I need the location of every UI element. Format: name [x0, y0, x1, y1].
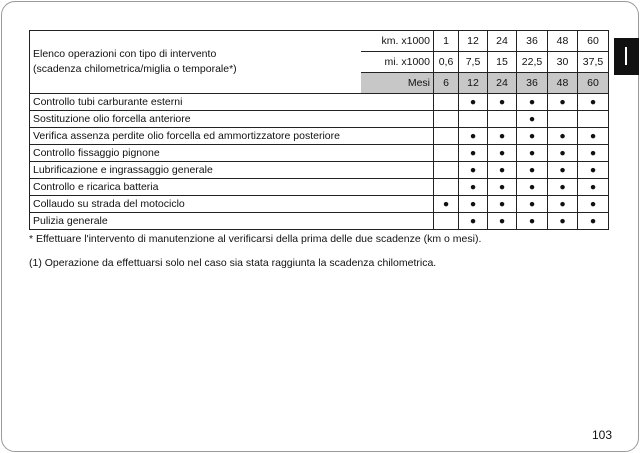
operation-label: Controllo e ricarica batteria	[30, 179, 434, 196]
header-title-line2: (scadenza chilometrica/miglia o temporale*)	[33, 63, 237, 75]
interval-mark: ●	[517, 94, 548, 111]
interval-mark: ●	[459, 196, 488, 213]
operation-label: Collaudo su strada del motociclo	[30, 196, 434, 213]
interval-mark: ●	[578, 145, 609, 162]
interval-mark: ●	[517, 128, 548, 145]
unit-label-mi: mi. x1000	[361, 52, 434, 73]
interval-mark: ●	[517, 111, 548, 128]
interval-mark: ●	[459, 162, 488, 179]
interval-mark	[434, 111, 459, 128]
interval-mark	[434, 145, 459, 162]
header-row-km	[30, 31, 609, 52]
km-value: 48	[548, 31, 578, 52]
interval-mark: ●	[488, 145, 517, 162]
interval-mark: ●	[578, 162, 609, 179]
interval-mark: ●	[517, 162, 548, 179]
months-value: 36	[517, 73, 548, 94]
interval-mark: ●	[578, 213, 609, 230]
interval-mark	[434, 162, 459, 179]
interval-mark: ●	[488, 128, 517, 145]
interval-mark	[459, 111, 488, 128]
interval-mark: ●	[517, 145, 548, 162]
interval-mark: ●	[459, 128, 488, 145]
months-value: 48	[548, 73, 578, 94]
km-value: 1	[434, 31, 459, 52]
table-row	[30, 111, 609, 128]
interval-mark	[434, 128, 459, 145]
km-value: 36	[517, 31, 548, 52]
interval-mark: ●	[488, 196, 517, 213]
table-row	[30, 162, 609, 179]
months-value: 6	[434, 73, 459, 94]
km-value: 12	[459, 31, 488, 52]
interval-mark: ●	[548, 128, 578, 145]
maintenance-schedule-table	[29, 30, 609, 230]
km-value: 60	[578, 31, 609, 52]
interval-mark: ●	[578, 179, 609, 196]
interval-mark: ●	[548, 196, 578, 213]
operation-label: Controllo tubi carburante esterni	[30, 94, 434, 111]
mi-value: 22,5	[517, 52, 548, 73]
section-tab-marker	[614, 38, 639, 75]
interval-mark: ●	[548, 179, 578, 196]
table-row	[30, 94, 609, 111]
interval-mark	[434, 179, 459, 196]
interval-mark: ●	[578, 196, 609, 213]
operation-label: Lubrificazione e ingrassaggio generale	[30, 162, 434, 179]
interval-mark: ●	[517, 179, 548, 196]
interval-mark	[578, 111, 609, 128]
interval-mark: ●	[578, 94, 609, 111]
interval-mark: ●	[548, 145, 578, 162]
months-value: 12	[459, 73, 488, 94]
unit-label-km: km. x1000	[361, 31, 434, 52]
asterisk-note: * Effettuare l'intervento di manutenzione al verificarsi della prima delle due scadenze (km o mesi).	[29, 233, 482, 245]
interval-mark: ●	[517, 196, 548, 213]
months-value: 24	[488, 73, 517, 94]
table-row	[30, 145, 609, 162]
interval-mark: ●	[548, 94, 578, 111]
interval-mark	[548, 111, 578, 128]
operation-label: Verifica assenza perdite olio forcella ed ammortizzatore posteriore	[30, 128, 434, 145]
mi-value: 30	[548, 52, 578, 73]
header-title-line1: Elenco operazioni con tipo di intervento	[33, 48, 217, 60]
interval-mark: ●	[578, 128, 609, 145]
interval-mark: ●	[517, 213, 548, 230]
unit-label-months: Mesi	[361, 73, 434, 94]
table-row	[30, 196, 609, 213]
interval-mark: ●	[548, 213, 578, 230]
mi-value: 37,5	[578, 52, 609, 73]
table-row	[30, 213, 609, 230]
header-title-cell	[30, 31, 361, 94]
months-value: 60	[578, 73, 609, 94]
page-number: 103	[591, 428, 612, 442]
interval-mark: ●	[459, 145, 488, 162]
interval-mark: ●	[434, 196, 459, 213]
footnote-1: (1) Operazione da effettuarsi solo nel caso sia stata raggiunta la scadenza chilometrica.	[29, 257, 437, 269]
interval-mark: ●	[459, 213, 488, 230]
interval-mark: ●	[488, 213, 517, 230]
mi-value: 0,6	[434, 52, 459, 73]
interval-mark: ●	[488, 162, 517, 179]
interval-mark	[434, 213, 459, 230]
operation-label: Pulizia generale	[30, 213, 434, 230]
interval-mark: ●	[488, 94, 517, 111]
interval-mark	[434, 94, 459, 111]
interval-mark: ●	[459, 179, 488, 196]
operation-label: Sostituzione olio forcella anteriore	[30, 111, 434, 128]
mi-value: 15	[488, 52, 517, 73]
operation-label: Controllo fissaggio pignone	[30, 145, 434, 162]
interval-mark: ●	[459, 94, 488, 111]
table-row	[30, 179, 609, 196]
mi-value: 7,5	[459, 52, 488, 73]
interval-mark	[488, 111, 517, 128]
interval-mark: ●	[548, 162, 578, 179]
table-row	[30, 128, 609, 145]
km-value: 24	[488, 31, 517, 52]
interval-mark: ●	[488, 179, 517, 196]
